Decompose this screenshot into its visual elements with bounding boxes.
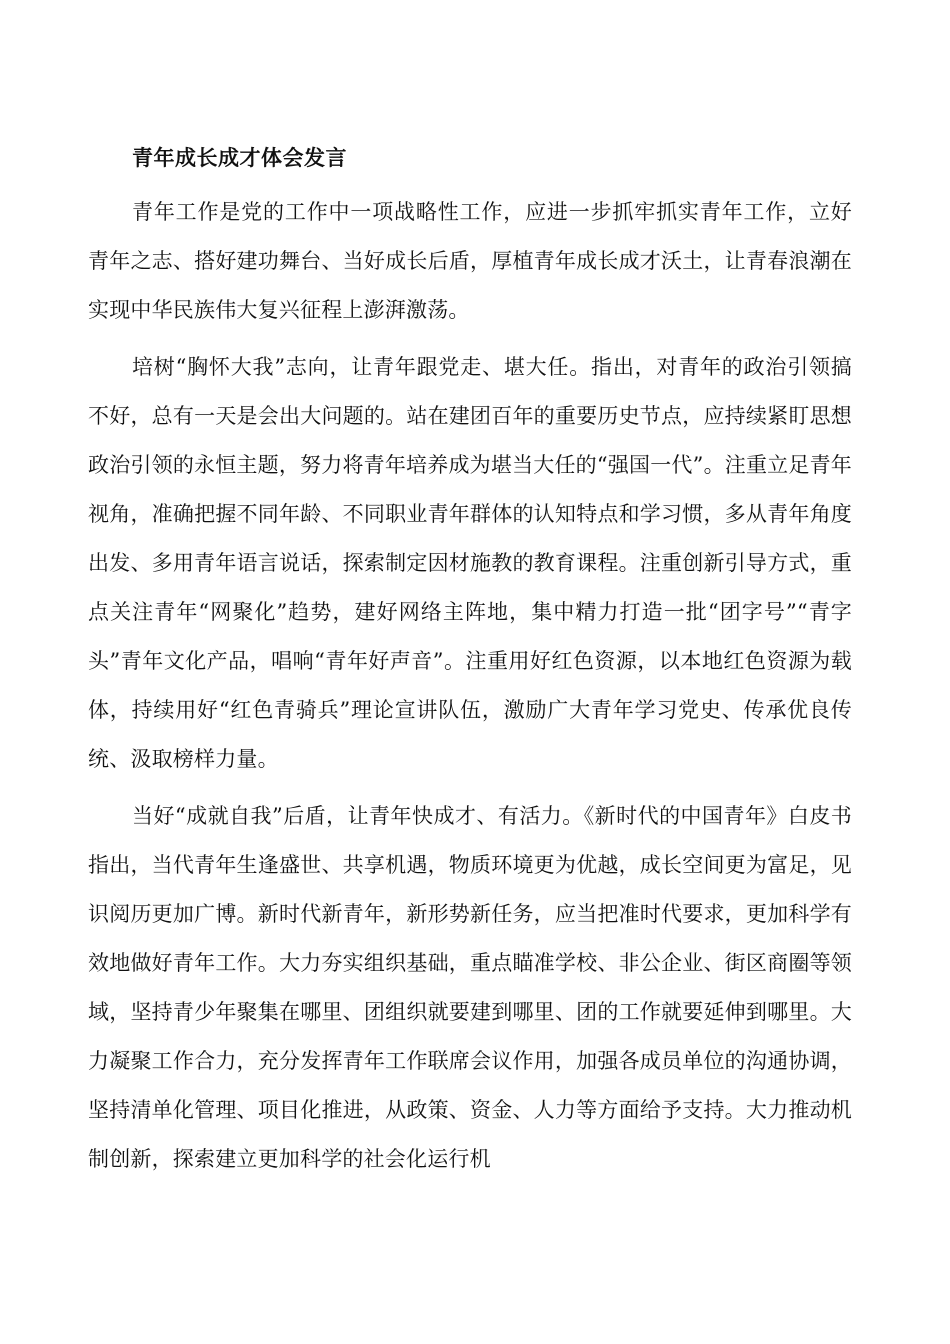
- document-body: [88, 138, 852, 1192]
- paragraph-intro: 青年工作是党的工作中一项战略性工作，应进一步抓牢抓实青年工作，立好青年之志、搭好建功舞台、当好成长后盾，厚植青年成长成才沃土，让青春浪潮在实现中华民族伟大复兴征程上澎湃激荡。: [88, 200, 852, 322]
- document-title: 青年成长成才体会发言: [132, 145, 347, 170]
- paragraph-political-guidance: 培树“胸怀大我”志向，让青年跟党走、堪大任。指出，对青年的政治引领搞不好，总有一天是会出大问题的。站在建团百年的重要历史节点，应持续紧盯思想政治引领的永恒主题，努力将青年培养成为堪当大任的“强国一代”。注重立足青年视角，准确把握不同年龄、不同职业青年群体的认知特点和学习惯，多从青年角度出发、多用青年语言说话，探索制定因材施教的教育课程。注重创新引导方式，重点关注青年“网聚化”趋势，建好网络主阵地，集中精力打造一批“团字号”“青字头”青年文化产品，唱响“青年好声音”。注重用好红色资源，以本地红色资源为载体，持续用好“红色青骑兵”理论宣讲队伍，激励广大青年学习党史、传承优良传统、汲取榜样力量。: [88, 355, 852, 771]
- paragraph-growth-support: 当好“成就自我”后盾，让青年快成才、有活力。《新时代的中国青年》白皮书指出，当代青年生逢盛世、共享机遇，物质环境更为优越，成长空间更为富足，见识阅历更加广博。新时代新青年，新形势新任务，应当把准时代要求，更加科学有效地做好青年工作。大力夯实组织基础，重点瞄准学校、非公企业、街区商圈等领域，坚持青少年聚集在哪里、团组织就要建到哪里、团的工作就要延伸到哪里。大力凝聚工作合力，充分发挥青年工作联席会议作用，加强各成员单位的沟通协调，坚持清单化管理、项目化推进，从政策、资金、人力等方面给予支持。大力推动机制创新，探索建立更加科学的社会化运行机: [88, 804, 852, 1171]
